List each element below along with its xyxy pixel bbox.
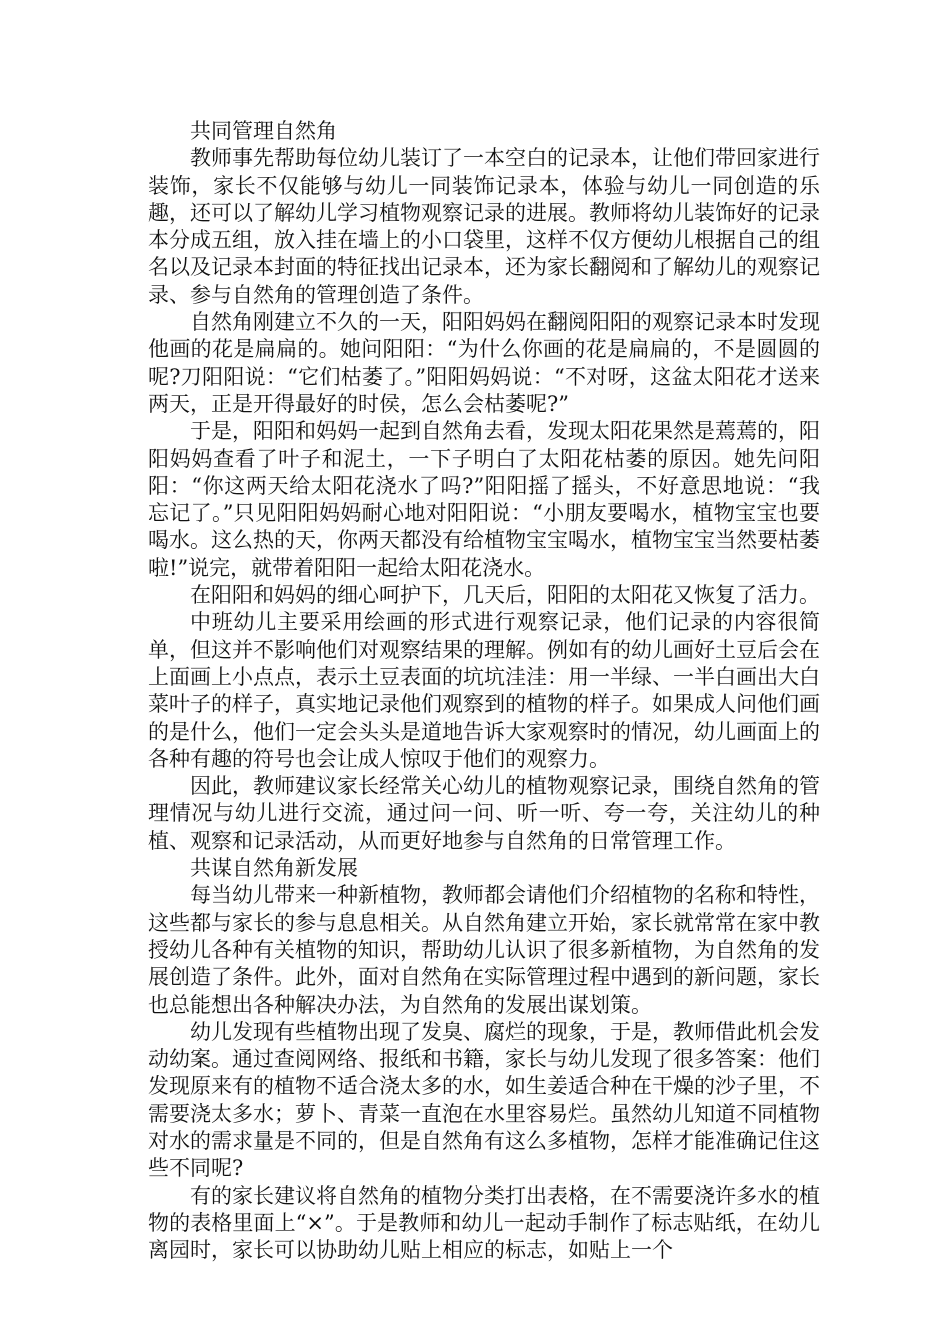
section-heading-develop: 共谋自然角新发展 [190,856,358,881]
paragraph: 自然角刚建立不久的一天，阳阳妈妈在翻阅阳阳的观察记录本时发现他画的花是扁扁的。她问阳阳：“为什么你画的花是扁扁的，不是圆圆的呢?刀阳阳说：“它们枯萎了。”阳阳妈妈说：“不对呀，这盆太阳花才送来两天，正是开得最好的时侯，怎么会枯萎呢?” [148,310,820,416]
paragraph: 有的家长建议将自然角的植物分类打出表格，在不需要浇许多水的植物的表格里面上“×”。于是教师和幼儿一起动手制作了标志贴纸，在幼儿离园时，家长可以协助幼儿贴上相应的标志，如贴上一个 [148,1183,820,1263]
paragraph: 于是，阳阳和妈妈一起到自然角去看，发现太阳花果然是蔫蔫的，阳阳妈妈查看了叶子和泥土，一下子明白了太阳花枯萎的原因。她先问阳阳：“你这两天给太阳花浇水了吗?”阳阳摇了摇头，不好意思地说：“我忘记了。”只见阳阳妈妈耐心地对阳阳说：“小朋友要喝水，植物宝宝也要喝水。这么热的天，你两天都没有给植物宝宝喝水，植物宝宝当然要枯萎啦!”说完，就带着阳阳一起给太阳花浇水。 [148,419,820,580]
paragraph: 每当幼儿带来一种新植物，教师都会请他们介绍植物的名称和特性，这些都与家长的参与息息相关。从自然角建立开始，家长就常常在家中教授幼儿各种有关植物的知识，帮助幼儿认识了很多新植物，为自然角的发展创造了条件。此外，面对自然角在实际管理过程中遇到的新问题，家长也总能想出各种解决办法，为自然角的发展出谋划策。 [148,883,820,1017]
section-heading-manage: 共同管理自然角 [190,119,337,143]
paragraph: 幼儿发现有些植物出现了发臭、腐烂的现象，于是，教师借此机会发动幼案。通过查阅网络、报纸和书籍，家长与幼儿发现了很多答案：他们发现原来有的植物不适合浇太多的水，如生姜适合种在干燥的沙子里，不需要浇太多水；萝卜、青菜一直泡在水里容易烂。虽然幼儿知道不同植物对水的需求量是不同的，但是自然角有这么多植物，怎样才能准确记住这些不同呢? [148,1019,820,1181]
document-body [148,118,820,1264]
paragraph: 因此，教师建议家长经常关心幼儿的植物观察记录，围绕自然角的管理情况与幼儿进行交流，通过问一问、听一听、夸一夸，关注幼儿的种植、观察和记录活动，从而更好地参与自然角的日常管理工作。 [148,774,820,853]
paragraph: 教师事先帮助每位幼儿装订了一本空白的记录本，让他们带回家进行装饰，家长不仅能够与幼儿一同装饰记录本，体验与幼儿一同创造的乐趣，还可以了解幼儿学习植物观察记录的进展。教师将幼儿装饰好的记录本分成五组，放入挂在墙上的小口袋里，这样不仅方便幼儿根据自己的组名以及记录本封面的特征找出记录本，还为家长翻阅和了解幼儿的观察记录、参与自然角的管理创造了条件。 [148,146,820,307]
paragraph: 在阳阳和妈妈的细心呵护下，几天后，阳阳的太阳花又恢复了活力。 [190,583,820,608]
paragraph: 中班幼儿主要采用绘画的形式进行观察记录，他们记录的内容很简单，但这并不影响他们对观察结果的理解。例如有的幼儿画好土豆后会在上面画上小点点，表示土豆表面的坑坑洼洼：用一半绿、一半白画出大白菜叶子的样子，真实地记录他们观察到的植物的样子。如果成人问他们画的是什么，他们一定会头头是道地告诉大家观察时的情况，幼儿画面上的各种有趣的符号也会让成人惊叹于他们的观察力。 [148,610,820,771]
